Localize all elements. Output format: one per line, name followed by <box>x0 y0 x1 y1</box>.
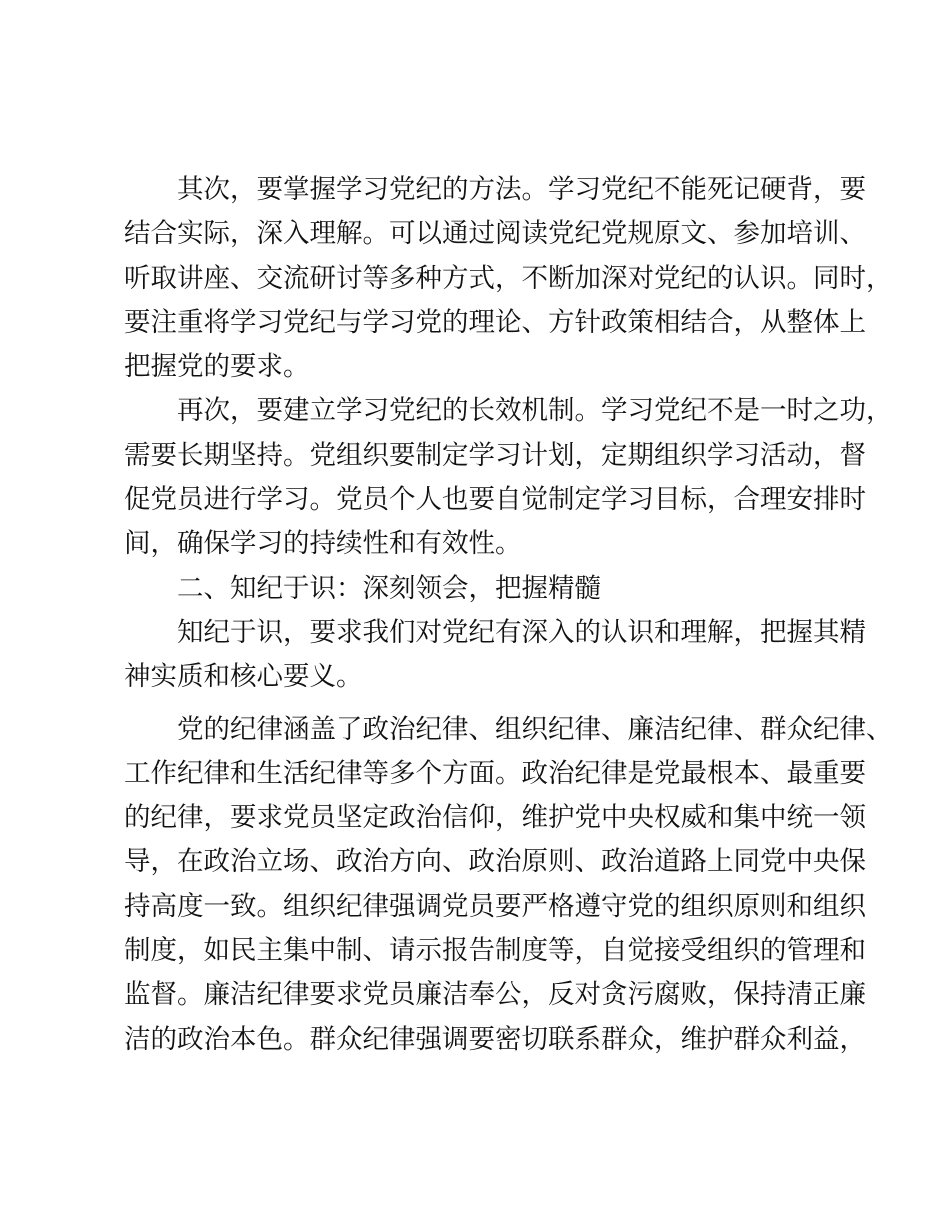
text-line: 把握党的要求。 <box>124 351 310 383</box>
text-line: 听取讲座、交流研讨等多种方式，不断加深对党纪的认识。同时， <box>124 262 893 294</box>
paragraph-study-methods <box>124 168 893 389</box>
text-line: 其次，要掌握学习党纪的方法。学习党纪不能死记硬背，要 <box>177 174 866 205</box>
text-line: 党的纪律涵盖了政治纪律、组织纪律、廉洁纪律、群众纪律、 <box>177 713 893 745</box>
text-line: 促党员进行学习。党员个人也要自觉制定学习目标，合理安排时 <box>124 484 866 516</box>
text-line: 知纪于识，要求我们对党纪有深入的认识和理解，把握其精 <box>177 616 866 648</box>
text-line: 导，在政治立场、政治方向、政治原则、政治道路上同党中央保 <box>124 846 866 878</box>
text-line: 结合实际，深入理解。可以通过阅读党纪党规原文、参加培训、 <box>124 218 866 250</box>
text-line: 洁的政治本色。群众纪律强调要密切联系群众，维护群众利益， <box>124 1023 866 1055</box>
paragraph-discipline-types <box>124 708 893 1062</box>
heading-line: 二、知纪于识：深刻领会，把握精髓 <box>177 572 601 604</box>
text-line: 持高度一致。组织纪律强调党员要严格遵守党的组织原则和组织 <box>124 890 866 922</box>
section-heading <box>124 567 840 611</box>
text-line: 神实质和核心要义。 <box>124 661 363 693</box>
text-line: 制度，如民主集中制、请示报告制度等，自觉接受组织的管理和 <box>124 935 866 967</box>
text-line: 间，确保学习的持续性和有效性。 <box>124 528 522 560</box>
text-line: 监督。廉洁纪律要求党员廉洁奉公，反对贪污腐败，保持清正廉 <box>124 979 866 1011</box>
text-line: 再次，要建立学习党纪的长效机制。学习党纪不是一时之功， <box>177 395 893 427</box>
text-line: 的纪律，要求党员坚定政治信仰，维护党中央权威和集中统一领 <box>124 802 866 834</box>
text-line: 要注重将学习党纪与学习党的理论、方针政策相结合，从整体上 <box>124 306 866 338</box>
document-body <box>124 168 893 1062</box>
paragraph-knowledge-intro <box>124 611 866 700</box>
text-line: 工作纪律和生活纪律等多个方面。政治纪律是党最根本、最重要 <box>124 757 866 789</box>
paragraph-long-term-mechanism <box>124 389 893 566</box>
text-line: 需要长期坚持。党组织要制定学习计划，定期组织学习活动，督 <box>124 439 866 471</box>
